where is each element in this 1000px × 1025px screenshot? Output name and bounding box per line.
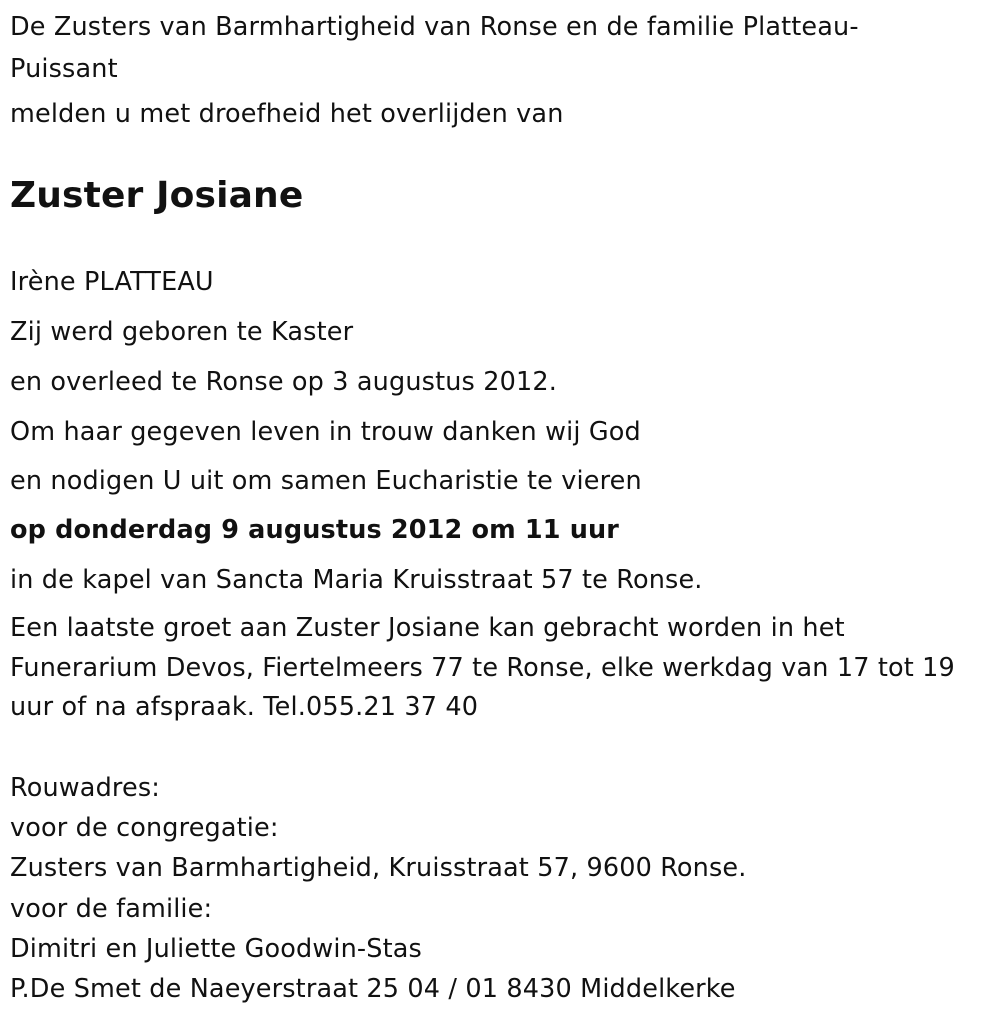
civil-name: Irène PLATTEAU [10, 267, 214, 297]
family-label: voor de familie: [10, 893, 213, 924]
invitation-text: en nodigen U uit om samen Eucharistie te vieren [10, 466, 642, 496]
family-address: P.De Smet de Naeyerstraat 25 04 / 01 8430 Middelkerke [10, 974, 736, 1005]
announcement-text: melden u met droefheid het overlijden van [10, 99, 564, 129]
service-datetime: op donderdag 9 augustus 2012 om 11 uur [10, 515, 620, 545]
farewell-text: Een laatste groet aan Zuster Josiane kan gebracht worden in het Funerarium Devos, Fiertelmeers 77 te Ronse, elke werkdag van 17 tot 19 uur of na afspraak. Tel.055.21 37 40 [10, 613, 955, 722]
mourning-address [10, 768, 747, 1009]
congregation-label: voor de congregatie: [10, 813, 279, 844]
thanks-text: Om haar gegeven leven in trouw danken wij God [10, 417, 641, 447]
death-text: en overleed te Ronse op 3 augustus 2012. [10, 367, 557, 397]
birth-text: Zij werd geboren te Kaster [10, 317, 354, 347]
service-place: in de kapel van Sancta Maria Kruisstraat 57 te Ronse. [10, 565, 703, 595]
family-names: Dimitri en Juliette Goodwin-Stas [10, 933, 422, 964]
congregation-address: Zusters van Barmhartigheid, Kruisstraat 57, 9600 Ronse. [10, 853, 747, 884]
intro-text: De Zusters van Barmhartigheid van Ronse en de familie Platteau-Puissant [10, 12, 859, 84]
deceased-title: Zuster Josiane [10, 175, 304, 216]
mourning-address-heading: Rouwadres: [10, 773, 160, 803]
